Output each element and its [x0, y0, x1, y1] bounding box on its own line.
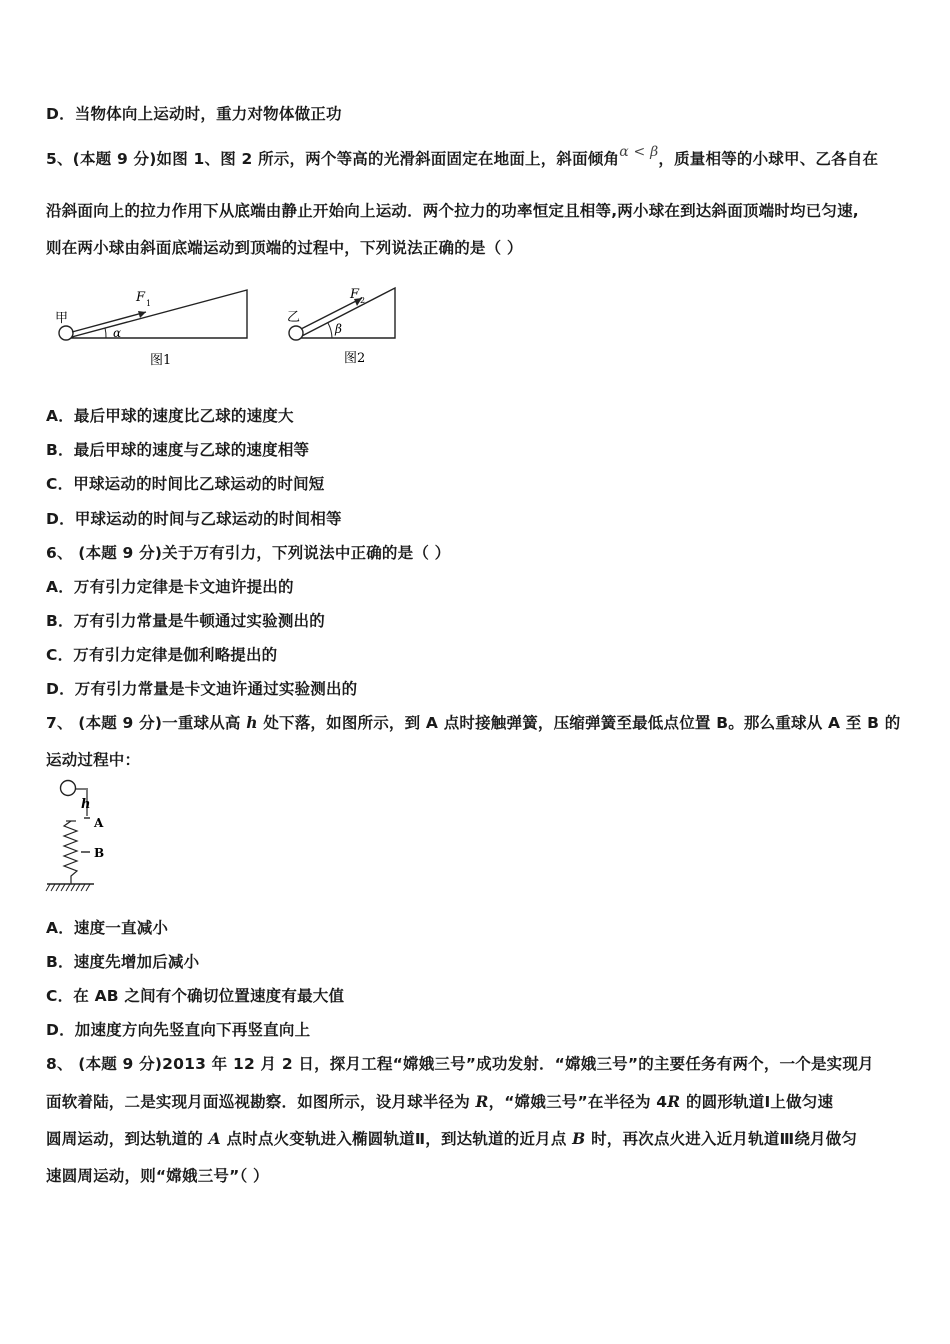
label-f2: F	[350, 287, 360, 302]
q5-stem-line1	[46, 144, 879, 169]
q8-point-a: A	[208, 1129, 221, 1148]
q8-line3-part2: 点时点火变轨进入椭圆轨道Ⅱ，到达轨道的近月点	[220, 1130, 573, 1148]
force-arrow-1	[72, 312, 146, 332]
spring-coil	[64, 821, 77, 884]
q7-option-d: D．加速度方向先竖直向下再竖直向上	[46, 1021, 311, 1039]
q5-option-b: B．最后甲球的速度与乙球的速度相等	[46, 441, 310, 459]
q7-option-a: A．速度一直减小	[46, 919, 169, 937]
angle-arc-alpha	[105, 328, 106, 338]
figure-2-incline	[282, 278, 412, 373]
q5-stem-part2: ，质量相等的小球甲、乙各自在	[658, 150, 879, 168]
caption-fig1: 图1	[150, 353, 172, 368]
q7-option-c: C．在 AB 之间有个确切位置速度有最大值	[46, 987, 345, 1005]
label-beta: β	[335, 322, 342, 336]
q8-stem-line1: 8、 (本题 9 分)2013 年 12 月 2 日，探月工程“嫦娥三号”成功发射．“嫦娥三号”的主要任务有两个，一个是实现月	[46, 1055, 874, 1073]
q8-stem-line3	[46, 1127, 857, 1149]
label-yi: 乙	[287, 310, 301, 325]
q6-option-c: C．万有引力定律是伽利略提出的	[46, 646, 278, 664]
q8-stem-line2	[46, 1090, 833, 1112]
label-alpha: α	[113, 326, 122, 340]
label-jia: 甲	[55, 311, 69, 326]
label-b: B	[94, 846, 105, 860]
label-f1: F	[136, 290, 146, 305]
q8-line2-part2: ，“嫦娥三号”在半径为 4	[488, 1093, 668, 1111]
q5-stem-line2: 沿斜面向上的拉力作用下从底端由静止开始向上运动．两个拉力的功率恒定且相等,两小球在到达斜面顶端时均已匀速,	[46, 202, 859, 220]
q4-option-d: D．当物体向上运动时，重力对物体做正功	[46, 105, 342, 123]
q8-line3-part1: 圆周运动，到达轨道的	[46, 1130, 209, 1148]
q7-stem-line1	[46, 711, 900, 733]
label-f1-sub: 1	[146, 299, 152, 308]
angle-arc-beta	[328, 323, 332, 338]
heavy-ball	[61, 781, 76, 796]
q5-option-d: D．甲球运动的时间与乙球运动的时间相等	[46, 510, 342, 528]
label-f2-sub: 2	[360, 296, 366, 305]
q7-option-b: B．速度先增加后减小	[46, 953, 200, 971]
label-a: A	[94, 816, 104, 830]
q8-radius-symbol-2: R	[667, 1092, 681, 1111]
q8-line2-part1: 面软着陆，二是实现月面巡视勘察．如图所示，设月球半径为	[46, 1093, 476, 1111]
q6-stem: 6、 (本题 9 分)关于万有引力，下列说法中正确的是（ ）	[46, 544, 451, 562]
q5-angle-relation: α < β	[619, 144, 659, 160]
force-arrow-2	[301, 298, 362, 329]
q7-height-symbol: h	[246, 713, 258, 732]
ground-hatching	[46, 884, 90, 891]
caption-fig2: 图2	[344, 351, 366, 366]
q8-line3-part3: 时，再次点火进入近月轨道Ⅲ绕月做匀	[585, 1130, 858, 1148]
ball-jia	[59, 326, 73, 340]
q7-stem-part2: 处下落，如图所示，到 A 点时接触弹簧，压缩弹簧至最低点位置 B。那么重球从 A 至 B 的	[257, 714, 901, 732]
label-h: h	[81, 797, 91, 812]
q5-stem-line3: 则在两小球由斜面底端运动到顶端的过程中，下列说法正确的是（ ）	[46, 239, 523, 257]
q8-stem-line4: 速圆周运动，则“嫦娥三号”（ ）	[46, 1167, 269, 1185]
q8-radius-symbol: R	[475, 1092, 489, 1111]
figure-spring	[44, 776, 124, 896]
q8-point-b: B	[572, 1129, 586, 1148]
q6-option-a: A．万有引力定律是卡文迪许提出的	[46, 578, 294, 596]
incline-triangle-2	[298, 288, 395, 338]
incline-triangle-1	[68, 290, 247, 338]
q6-option-b: B．万有引力常量是牛顿通过实验测出的	[46, 612, 325, 630]
q8-line2-part3: 的圆形轨道Ⅰ上做匀速	[680, 1093, 834, 1111]
q5-stem-part1: 5、(本题 9 分)如图 1、图 2 所示，两个等高的光滑斜面固定在地面上，斜面倾角	[46, 150, 620, 168]
figure-1-incline	[50, 278, 260, 373]
q5-option-a: A．最后甲球的速度比乙球的速度大	[46, 407, 294, 425]
q6-option-d: D．万有引力常量是卡文迪许通过实验测出的	[46, 680, 358, 698]
q5-option-c: C．甲球运动的时间比乙球运动的时间短	[46, 475, 325, 493]
q7-stem-part1: 7、 (本题 9 分)一重球从高	[46, 714, 247, 732]
q7-stem-line2: 运动过程中：	[46, 751, 141, 769]
ball-yi	[289, 326, 303, 340]
